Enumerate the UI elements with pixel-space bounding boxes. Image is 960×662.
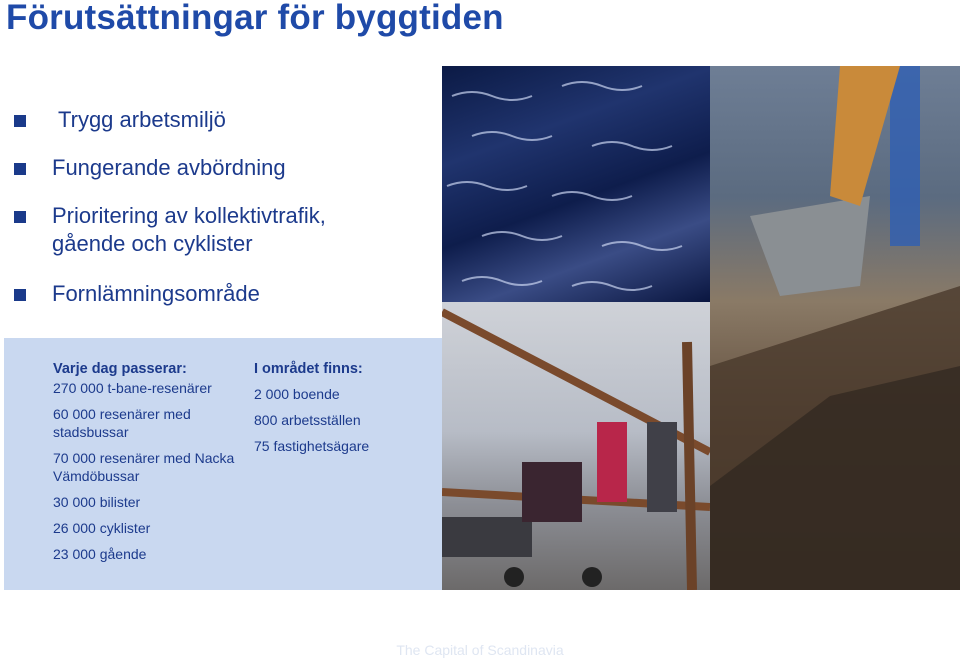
daily-passing-heading: Varje dag passerar: [53,361,187,377]
stat-item: 800 arbetsställen [254,412,361,428]
street-photo [442,302,710,590]
bullet-text: Prioritering av kollektivtrafik, gående och cyklister [52,203,326,256]
bullet-item [14,202,382,258]
footer-tagline: The Capital of Scandinavia [396,642,564,658]
bullet-item [14,154,286,182]
square-bullet-icon [14,163,26,175]
bullet-item [14,106,226,134]
stats-panel [4,338,442,590]
square-bullet-icon [14,115,26,127]
square-bullet-icon [14,289,26,301]
bullet-text: Trygg arbetsmiljö [58,107,226,132]
area-contains-heading: I området finns: [254,361,363,377]
stat-item: 23 000 gående [53,546,147,562]
stat-item: 75 fastighetsägare [254,438,370,454]
excavation-photo [710,66,960,590]
stat-item: 30 000 bilister [53,494,141,510]
slide-title: Förutsättningar för byggtiden [6,0,504,37]
stat-item: 270 000 t-bane-resenärer [53,380,212,396]
square-bullet-icon [14,211,26,223]
stat-item: 60 000 resenärer med stadsbussar [53,406,191,440]
stat-item: 70 000 resenärer med Nacka Vämdöbussar [53,450,235,484]
bullet-text: Fungerande avbördning [52,155,286,180]
bullet-text: Fornlämningsområde [52,281,260,306]
stat-item: 26 000 cyklister [53,520,151,536]
bullet-item [14,280,260,308]
area-contains-column [254,360,434,455]
stat-item: 2 000 boende [254,386,340,402]
water-photo [442,66,710,302]
photo-collage [442,66,960,590]
daily-passing-column [53,360,243,563]
